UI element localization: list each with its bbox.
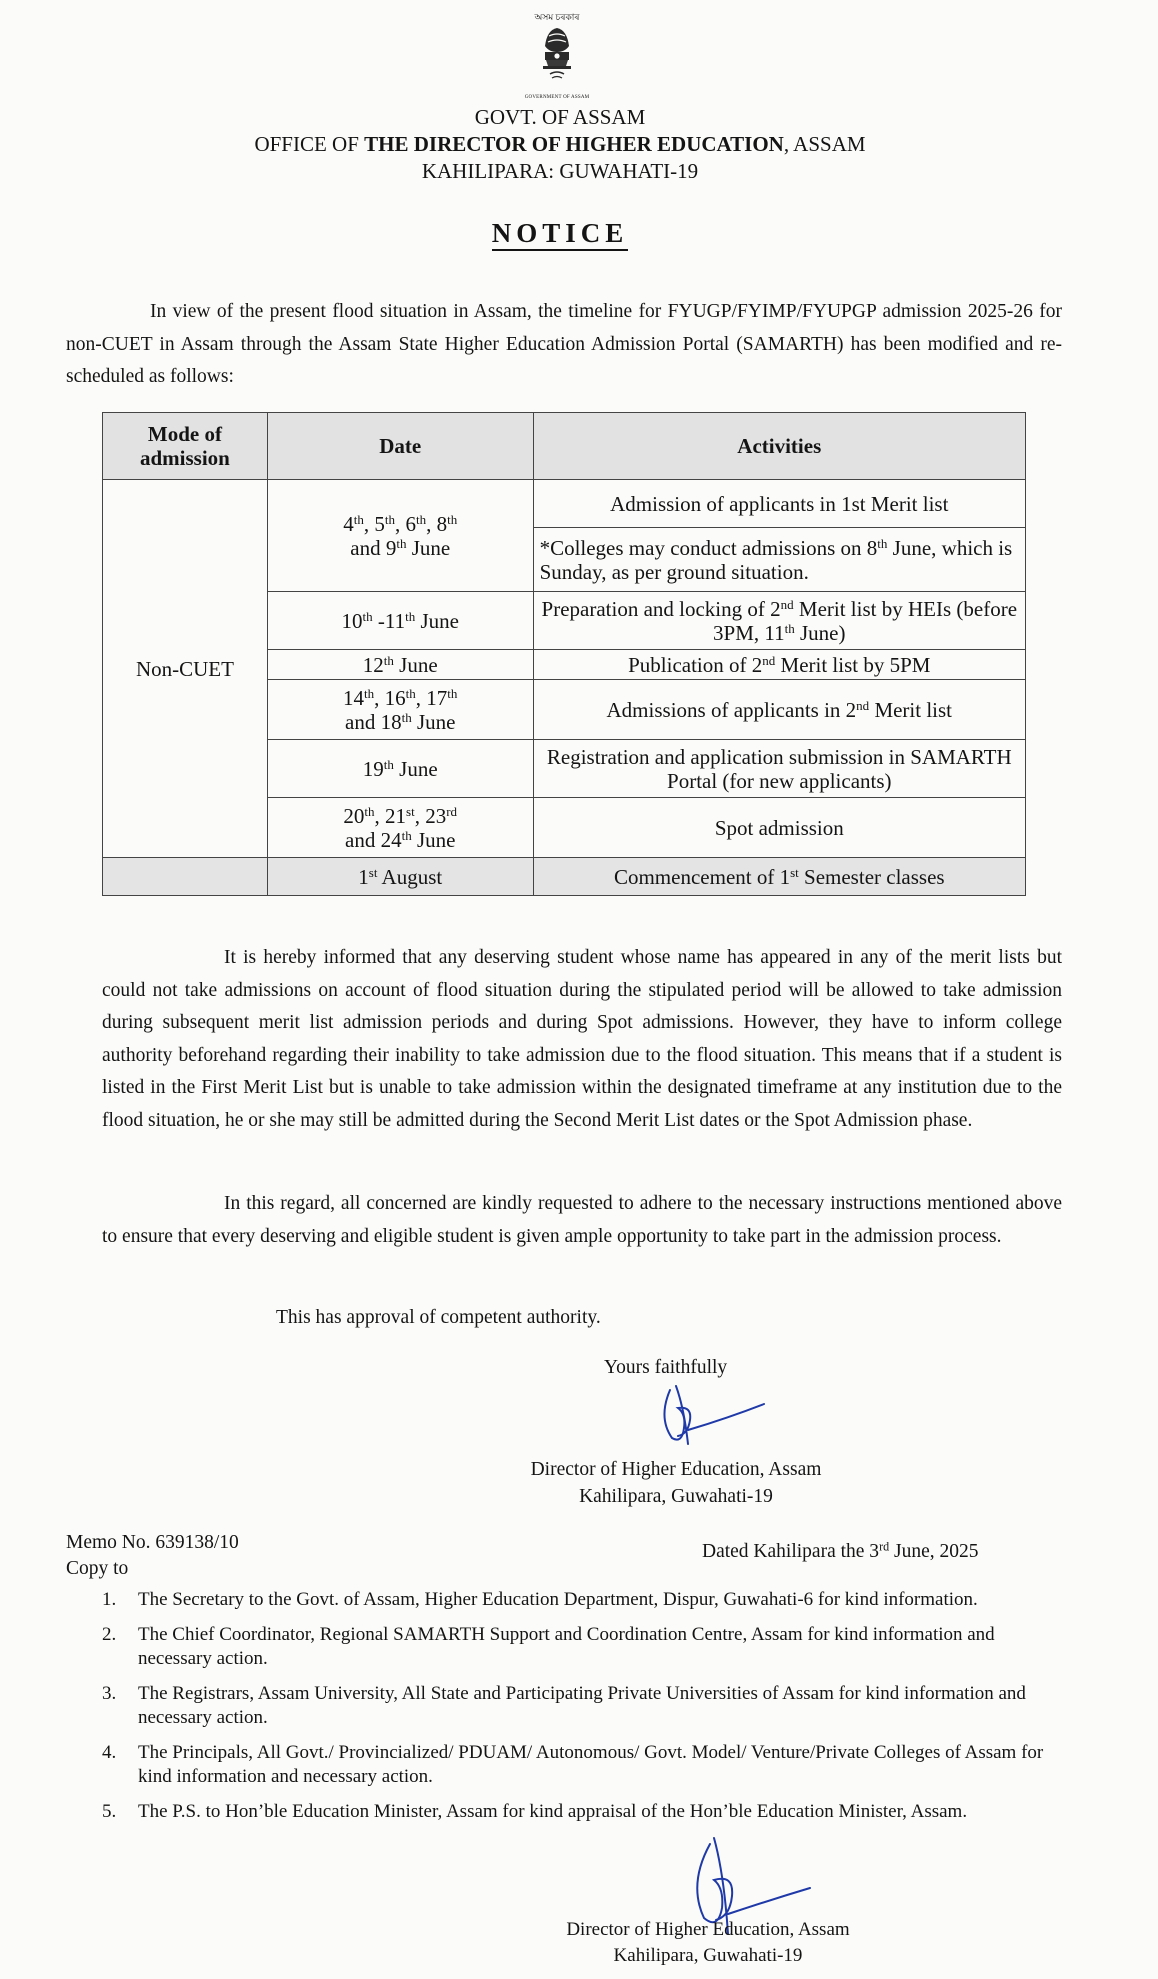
office-line	[0, 131, 1120, 157]
signatory-title: Director of Higher Education, Assam	[566, 1919, 850, 1940]
activity-cell: Admission of applicants in 1st Merit list	[533, 480, 1025, 528]
approval-line: This has approval of competent authority.	[276, 1307, 601, 1328]
address-line: KAHILIPARA: GUWAHATI-19	[421, 159, 699, 183]
table-row	[103, 858, 1026, 896]
header-activities: Activities	[533, 413, 1025, 480]
activity-cell: Commencement of 1st Semester classes	[533, 858, 1025, 896]
activity-cell: Preparation and locking of 2nd Merit list by HEIs (before 3PM, 11th June)	[533, 592, 1025, 650]
govt-line: GOVT. OF ASSAM	[474, 105, 646, 129]
activity-cell: Admissions of applicants in 2nd Merit list	[533, 680, 1025, 740]
signatory-address: Kahilipara, Guwahati-19	[613, 1945, 803, 1966]
copy-to-label: Copy to	[66, 1558, 129, 1579]
office-name: THE DIRECTOR OF HIGHER EDUCATION	[364, 132, 784, 156]
header-mode: Mode of admission	[103, 413, 268, 480]
closing-line: Yours faithfully	[604, 1357, 728, 1378]
activity-cell: Registration and application submission in SAMARTH Portal (for new applicants)	[533, 740, 1025, 798]
memo-date: Dated Kahilipara the 3rd June, 2025	[702, 1539, 979, 1562]
mode-cell-empty	[103, 858, 268, 896]
signatory-address: Kahilipara, Guwahati-19	[579, 1486, 773, 1507]
date-cell: 12th June	[267, 650, 533, 680]
signatory-block-bottom	[508, 1917, 908, 1969]
mode-cell: Non-CUET	[103, 480, 268, 858]
memo-number: Memo No. 639138/10	[66, 1532, 239, 1553]
signatory-block	[476, 1456, 876, 1510]
date-cell: 14th, 16th, 17th and 18th June	[267, 680, 533, 740]
paragraph-request: In this regard, all concerned are kindly requested to adhere to the necessary instructions mentioned above to ensure that every deserving and eligible student is given ample opportunity to take part in the admission process.	[102, 1193, 1062, 1247]
emblem-top-text: অসম চৰকাৰ	[534, 12, 580, 22]
table-header-row	[103, 413, 1026, 480]
list-item: 3. The Registrars, Assam University, All State and Participating Private Universities of Assam for kind information and necessary action.	[102, 1683, 1026, 1728]
intro-paragraph: In view of the present flood situation in Assam, the timeline for FYUGP/FYIMP/FYUPGP admission 2025-26 for non-CUET in Assam through the Assam State Higher Education Admission Portal (SAMARTH) has been modified and re-scheduled as follows:	[66, 301, 1062, 387]
office-prefix: OFFICE OF	[254, 132, 359, 156]
list-item: 2. The Chief Coordinator, Regional SAMARTH Support and Coordination Centre, Assam for kind information and necessary action.	[102, 1624, 995, 1669]
activity-cell: Publication of 2nd Merit list by 5PM	[533, 650, 1025, 680]
list-item: 5. The P.S. to Hon’ble Education Minister, Assam for kind appraisal of the Hon’ble Education Minister, Assam.	[102, 1801, 968, 1822]
notice-title	[0, 218, 1120, 249]
admission-schedule-table	[102, 412, 1026, 896]
header-date: Date	[267, 413, 533, 480]
list-item: 1. The Secretary to the Govt. of Assam, Higher Education Department, Dispur, Guwahati-6 for kind information.	[102, 1589, 978, 1610]
date-cell: 20th, 21st, 23rd and 24th June	[267, 798, 533, 858]
activity-cell: *Colleges may conduct admissions on 8th June, which is Sunday, as per ground situation.	[533, 528, 1025, 592]
activity-cell: Spot admission	[533, 798, 1025, 858]
signature-image	[648, 1378, 770, 1450]
table-row	[103, 480, 1026, 528]
date-cell: 10th -11th June	[267, 592, 533, 650]
date-cell: 1st August	[267, 858, 533, 896]
date-cell: 4th, 5th, 6th, 8th and 9th June	[267, 480, 533, 592]
notice-title-text: NOTICE	[492, 218, 629, 251]
list-item: 4. The Principals, All Govt./ Provincialized/ PDUAM/ Autonomous/ Govt. Model/ Venture/Private Colleges of Assam for kind information and necessary action.	[102, 1742, 1044, 1787]
date-cell: 19th June	[267, 740, 533, 798]
signatory-title: Director of Higher Education, Assam	[530, 1459, 822, 1480]
state-emblem	[522, 12, 592, 101]
lion-capital-icon	[537, 22, 577, 90]
copy-to-list	[66, 1588, 1062, 1835]
paragraph-flood-info: It is hereby informed that any deserving student whose name has appeared in any of the merit lists but could not take admissions on account of flood situation during the stipulated period will be allowed to take admission during subsequent merit list admission periods and during Spot admissions. However, they have to inform college authority beforehand regarding their inability to take admission due to the flood situation. This means that if a student is listed in the First Merit List but is unable to take admission within the designated timeframe at any institution due to the flood situation, he or she may still be admitted during the Second Merit List dates or the Spot Admission phase.	[102, 947, 1062, 1131]
office-suffix: , ASSAM	[783, 132, 866, 156]
emblem-bottom-text: GOVERNMENT OF ASSAM	[524, 95, 590, 100]
